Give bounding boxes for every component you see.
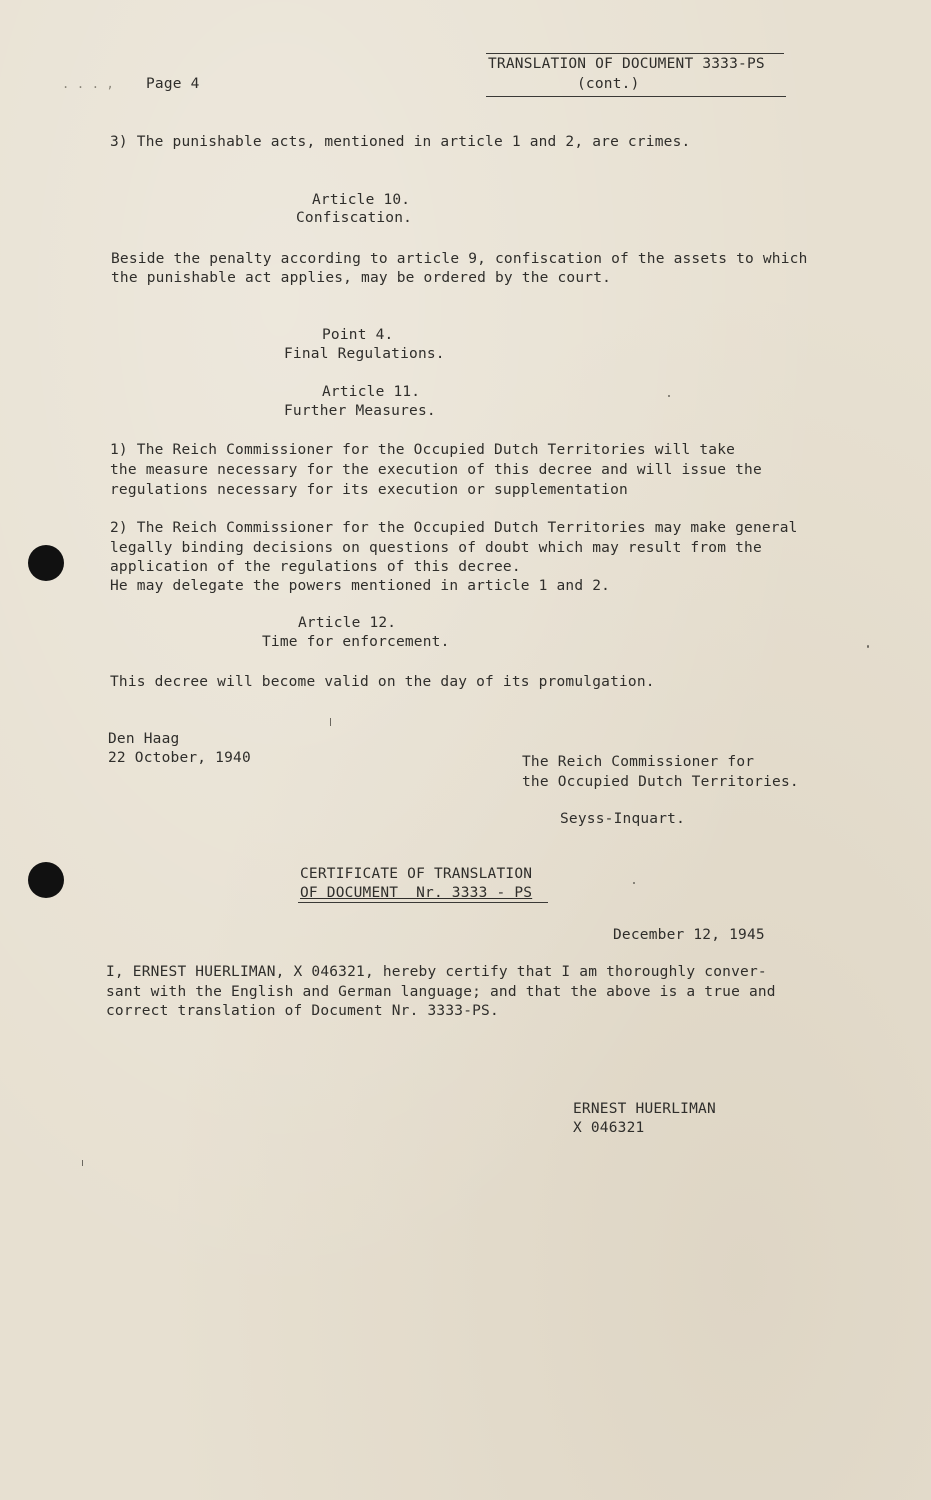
article-11-para-2-line-4: He may delegate the powers mentioned in article 1 and 2. xyxy=(110,578,611,594)
article-10-text-line-1: Beside the penalty according to article 9, confiscation of the assets to which xyxy=(111,251,808,267)
article-10-text-line-2: the punishable act applies, may be ordered by the court. xyxy=(111,270,612,286)
paper-speck xyxy=(867,645,869,648)
certificate-title-line-2: OF DOCUMENT Nr. 3333 - PS xyxy=(300,885,533,901)
article-10-subheading: Confiscation. xyxy=(296,210,413,226)
signatory-name: Seyss-Inquart. xyxy=(560,811,686,827)
article-11-para-1-line-1: 1) The Reich Commissioner for the Occupied Dutch Territories will take xyxy=(110,442,736,458)
article-11-heading: Article 11. xyxy=(322,384,421,400)
paper-speck xyxy=(668,395,670,397)
translator-name: ERNEST HUERLIMAN xyxy=(573,1101,716,1117)
certificate-title-rule xyxy=(298,902,548,903)
punch-hole-bottom xyxy=(28,862,64,898)
signatory-title-line-2: the Occupied Dutch Territories. xyxy=(522,774,799,790)
article-12-heading: Article 12. xyxy=(298,615,397,631)
signature-date: 22 October, 1940 xyxy=(108,750,251,766)
signatory-title-line-1: The Reich Commissioner for xyxy=(522,754,755,770)
article-10-heading: Article 10. xyxy=(312,192,411,208)
article-11-para-2-line-1: 2) The Reich Commissioner for the Occupied Dutch Territories may make general xyxy=(110,520,798,536)
article-11-para-2-line-2: legally binding decisions on questions of doubt which may result from the xyxy=(110,540,762,556)
paper-speck xyxy=(633,882,635,884)
point-4-subheading: Final Regulations. xyxy=(284,346,445,362)
page-number: Page 4 xyxy=(146,76,200,92)
certificate-text-line-1: I, ERNEST HUERLIMAN, X 046321, hereby certify that I am thoroughly conver- xyxy=(106,964,767,980)
document-continued: (cont.) xyxy=(577,76,640,92)
point-4-heading: Point 4. xyxy=(322,327,394,343)
certificate-text-line-2: sant with the English and German language; and that the above is a true and xyxy=(106,984,776,1000)
title-rule-bottom xyxy=(486,96,786,97)
punch-hole-top xyxy=(28,545,64,581)
certificate-text-line-3: correct translation of Document Nr. 3333-PS. xyxy=(106,1003,499,1019)
certificate-title-line-1: CERTIFICATE OF TRANSLATION xyxy=(300,866,533,882)
document-title: TRANSLATION OF DOCUMENT 3333-PS xyxy=(488,56,765,72)
article-11-para-1-line-2: the measure necessary for the execution of this decree and will issue the xyxy=(110,462,762,478)
article-12-subheading: Time for enforcement. xyxy=(262,634,450,650)
article-11-para-2-line-3: application of the regulations of this decree. xyxy=(110,559,521,575)
article-11-subheading: Further Measures. xyxy=(284,403,436,419)
translator-id: X 046321 xyxy=(573,1120,645,1136)
article-12-text: This decree will become valid on the day of its promulgation. xyxy=(110,674,655,690)
title-rule-top xyxy=(486,53,784,54)
paper-speck xyxy=(82,1160,83,1166)
paragraph-3: 3) The punishable acts, mentioned in article 1 and 2, are crimes. xyxy=(110,134,691,150)
article-11-para-1-line-3: regulations necessary for its execution or supplementation xyxy=(110,482,628,498)
margin-marks: . . . ‚ xyxy=(62,77,114,91)
paper-speck xyxy=(330,718,331,726)
signature-place: Den Haag xyxy=(108,731,180,747)
certificate-date: December 12, 1945 xyxy=(613,927,765,943)
